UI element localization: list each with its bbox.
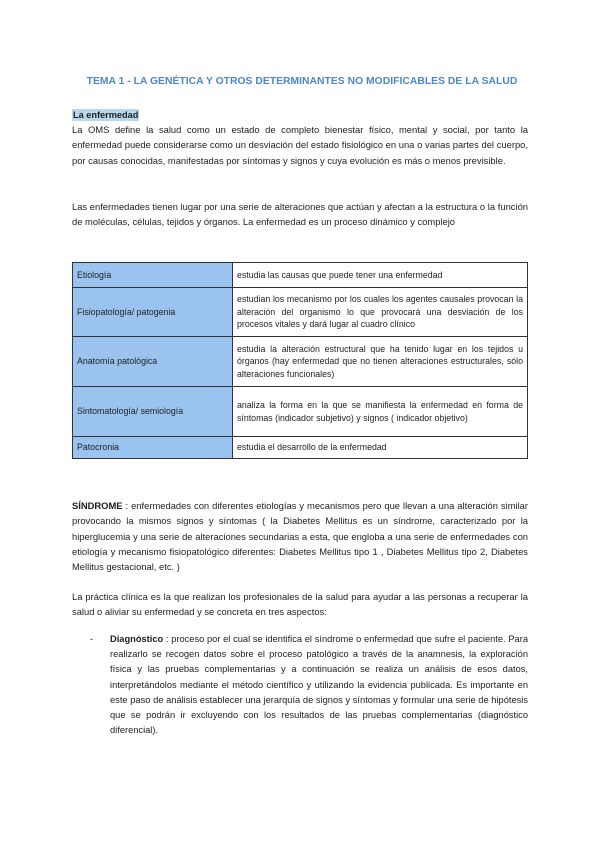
table-term: Etiología	[73, 263, 233, 288]
table-row	[73, 437, 528, 459]
table-definition: estudia el desarrollo de la enfermedad	[233, 437, 528, 459]
paragraph-sindrome	[72, 498, 528, 574]
list-item-term: Diagnóstico	[110, 634, 164, 644]
paragraph-clinical-practice: La práctica clínica es la que realizan los profesionales de la salud para ayudar a las personas a recuperar la salud o aliviar su enfermedad y se concreta en tres aspectos:	[72, 591, 528, 618]
table-term: Sintomatología/ semiología	[73, 387, 233, 437]
list-bullet: -	[90, 634, 94, 644]
section-heading: La enfermedad	[73, 110, 139, 120]
definitions-table	[72, 262, 528, 459]
table-row	[73, 387, 528, 437]
table-term: Anatomía patológica	[73, 337, 233, 387]
table-row	[73, 337, 528, 387]
sindrome-text: : enfermedades con diferentes etiologías y mecanismos pero que llevan a una alteración similar provocando la mismos signos y síntomas ( la Diabetes Mellitus es un síndrome, caracterizado por la hiperglucemia y una serie de alteraciones secundarias a esta, que engloba a una serie de enfermedades con etiología y mecanismo fisiopatológico diferentes: Diabetes Mellitus tipo 1 , Diabetes Mellitus tipo 2, Diabetes Mellitus gestacional, etc. )	[72, 500, 528, 573]
table-row	[73, 263, 528, 288]
table-definition: analiza la forma en la que se manifiesta la enfermedad en forma de síntomas (indicador subjetivo) y signos ( indicador objetivo)	[233, 387, 528, 437]
table-term: Fisiopatología/ patogenia	[73, 288, 233, 337]
list-item-text	[110, 632, 528, 738]
page-title: TEMA 1 - LA GENÉTICA Y OTROS DETERMINANTES NO MODIFICABLES DE LA SALUD	[86, 76, 518, 87]
table-term: Patocronia	[73, 437, 233, 459]
table-definition: estudia las causas que puede tener una enfermedad	[233, 263, 528, 288]
sindrome-term: SÍNDROME	[72, 500, 123, 511]
table-definition: estudian los mecanismo por los cuales los agentes causales provocan la alteración del organismo lo que provocará una desviación de los procesos vitales y dará lugar al cuadro clínico	[233, 288, 528, 337]
list-item-body: : proceso por el cual se identifica el síndrome o enfermedad que sufre el paciente. Para realizarlo se recogen datos sobre el proceso patológico a través de la anamnesis, la exploración física y las pruebas complementarias y a continuación se realiza un análisis de esos datos, interpretándolos mediante el método científico y utilizando la evidencia publicada. Es importante en este paso de análisis establecer una jerarquía de signos y síntomas y formular una serie de hipótesis que se podrán ir excluyendo con los resultados de las pruebas complementarias (diagnóstico diferencial).	[110, 634, 528, 736]
paragraph-oms-definition: La OMS define la salud como un estado de completo bienestar físico, mental y social, por tanto la enfermedad puede considerarse como un desviación del estado fisiológico en una o varias partes del cuerpo, por causas conocidas, manifestadas por síntomas y signos y cuya evolución es más o menos previsible.	[72, 124, 528, 166]
paragraph-disease-process: Las enfermedades tienen lugar por una serie de alteraciones que actúan y afectan a la estructura o la función de moléculas, células, tejidos y órganos. La enfermedad es un proceso dinámico y complejo	[72, 201, 528, 228]
table-row	[73, 288, 528, 337]
table-definition: estudia la alteración estructural que ha tenido lugar en los tejidos u órganos (hay enfermedad que no tienen alteraciones estructurales, sólo alteraciones funcionales)	[233, 337, 528, 387]
